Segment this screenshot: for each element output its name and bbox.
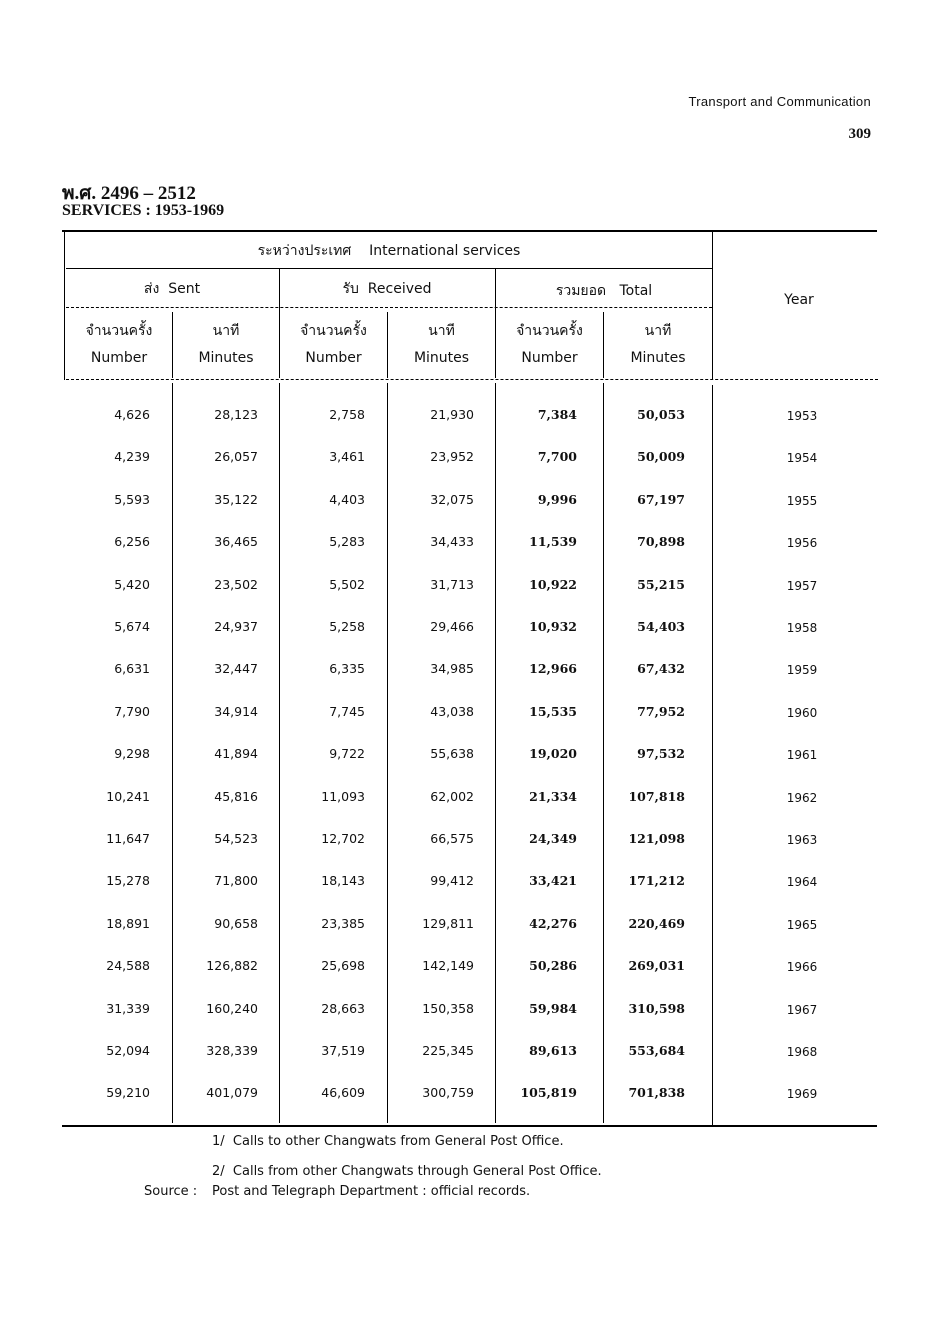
cell-total-number: 7,700 xyxy=(537,449,577,465)
cell-year: 1966 xyxy=(786,960,818,975)
cell-sent-minutes: 71,800 xyxy=(214,873,258,889)
cell-total-number: 24,349 xyxy=(529,831,577,846)
cell-sent-minutes: 160,240 xyxy=(206,1000,258,1016)
cell-received-minutes: 34,433 xyxy=(430,534,474,550)
cell-sent-number: 18,891 xyxy=(106,915,150,931)
cell-sent-number: 9,298 xyxy=(114,746,150,762)
subheader-received: รับ Received xyxy=(342,281,432,297)
column-label-thai: นาที xyxy=(212,323,240,339)
cell-received-number: 2,758 xyxy=(329,407,365,422)
cell-total-minutes: 553,684 xyxy=(628,1043,685,1058)
cell-received-number: 23,385 xyxy=(321,915,365,931)
cell-year: 1961 xyxy=(786,748,818,763)
cell-sent-minutes: 90,658 xyxy=(214,915,258,931)
cell-year: 1965 xyxy=(786,917,818,932)
cell-sent-number: 7,790 xyxy=(114,703,150,719)
cell-received-number: 11,093 xyxy=(321,788,365,804)
column-label-thai: นาที xyxy=(428,323,455,339)
cell-year: 1958 xyxy=(786,621,818,635)
cell-year: 1968 xyxy=(786,1045,818,1059)
cell-received-minutes: 150,358 xyxy=(422,1000,474,1016)
cell-year: 1969 xyxy=(786,1087,818,1102)
cell-received-minutes: 34,985 xyxy=(430,661,474,677)
source-text: Post and Telegraph Department : official records. xyxy=(212,1184,531,1199)
cell-sent-minutes: 328,339 xyxy=(206,1043,258,1058)
subheader-divider-2 xyxy=(495,269,496,307)
cell-received-number: 4,403 xyxy=(329,491,365,507)
cell-received-number: 37,519 xyxy=(321,1043,365,1058)
cell-year: 1967 xyxy=(786,1002,818,1017)
cell-sent-number: 24,588 xyxy=(106,958,150,974)
cell-total-minutes: 310,598 xyxy=(628,1000,685,1016)
cell-total-number: 9,996 xyxy=(537,491,577,507)
column-label-thai: จำนวนครั้ง xyxy=(85,323,153,339)
cell-sent-number: 4,626 xyxy=(114,407,150,422)
cell-total-minutes: 67,197 xyxy=(637,491,685,507)
cell-received-number: 25,698 xyxy=(321,958,365,974)
cell-year: 1956 xyxy=(786,536,818,551)
cell-total-minutes: 55,215 xyxy=(637,576,685,592)
cell-total-minutes: 220,469 xyxy=(628,915,685,931)
cell-total-number: 89,613 xyxy=(529,1043,577,1058)
table-bottom-rule xyxy=(62,1125,877,1127)
cell-received-number: 5,258 xyxy=(329,619,365,634)
cell-total-number: 50,286 xyxy=(529,958,577,974)
cell-received-minutes: 43,038 xyxy=(430,703,474,719)
cell-sent-number: 5,674 xyxy=(114,619,150,634)
group-header-international: ระหว่างประเทศ International services xyxy=(257,243,521,259)
cell-received-number: 18,143 xyxy=(321,873,365,889)
cell-received-minutes: 300,759 xyxy=(422,1085,474,1101)
cell-sent-number: 15,278 xyxy=(106,873,150,889)
subheader-sent: ส่ง Sent xyxy=(143,281,201,297)
cell-year: 1963 xyxy=(786,833,818,847)
cell-year: 1964 xyxy=(786,875,818,890)
column-label-english: Number xyxy=(305,350,362,366)
running-title: Transport and Communication xyxy=(688,94,871,109)
cell-sent-number: 5,420 xyxy=(114,576,150,592)
cell-sent-number: 10,241 xyxy=(106,788,150,804)
cell-total-minutes: 50,009 xyxy=(637,449,685,465)
cell-received-number: 5,502 xyxy=(329,576,365,592)
cell-total-number: 42,276 xyxy=(529,915,577,931)
cell-received-minutes: 31,713 xyxy=(430,576,474,592)
cell-total-minutes: 107,818 xyxy=(628,788,685,804)
cell-total-number: 10,932 xyxy=(529,619,577,634)
cell-sent-minutes: 54,523 xyxy=(214,831,258,846)
cell-sent-minutes: 32,447 xyxy=(214,661,258,677)
footnote-1: 1/ Calls to other Changwats from General Post Office. xyxy=(212,1134,564,1149)
header-col-rule-3 xyxy=(387,312,388,378)
cell-total-minutes: 171,212 xyxy=(628,873,685,889)
header-col-rule-5 xyxy=(603,312,604,378)
cell-year: 1957 xyxy=(786,578,818,593)
cell-total-number: 11,539 xyxy=(529,534,577,550)
cell-sent-minutes: 34,914 xyxy=(214,703,258,719)
cell-total-minutes: 121,098 xyxy=(628,831,685,846)
cell-received-number: 7,745 xyxy=(329,703,365,719)
column-label-english: Minutes xyxy=(413,350,470,366)
cell-total-minutes: 97,532 xyxy=(637,746,685,762)
cell-sent-minutes: 41,894 xyxy=(214,746,258,762)
subheader-total: รวมยอด Total xyxy=(555,283,653,299)
cell-year: 1962 xyxy=(786,790,818,805)
column-label-thai: นาที xyxy=(644,323,672,339)
cell-total-minutes: 67,432 xyxy=(637,661,685,677)
column-label-thai: จำนวนครั้ง xyxy=(300,323,367,339)
cell-total-number: 7,384 xyxy=(537,407,577,422)
cell-received-number: 3,461 xyxy=(329,449,365,465)
cell-total-minutes: 269,031 xyxy=(628,958,685,974)
cell-total-number: 19,020 xyxy=(529,746,577,762)
column-label-english: Minutes xyxy=(198,350,254,366)
column-label-english: Number xyxy=(90,350,148,366)
cell-year: 1954 xyxy=(786,451,818,466)
cell-total-number: 105,819 xyxy=(520,1085,577,1101)
cell-received-minutes: 225,345 xyxy=(422,1043,474,1058)
cell-received-number: 6,335 xyxy=(329,661,365,677)
cell-sent-number: 5,593 xyxy=(114,491,150,507)
cell-total-number: 59,984 xyxy=(529,1000,577,1016)
cell-year: 1959 xyxy=(786,663,818,678)
cell-total-minutes: 77,952 xyxy=(637,703,685,719)
cell-total-number: 21,334 xyxy=(529,788,577,804)
cell-received-number: 12,702 xyxy=(321,831,365,846)
cell-received-minutes: 32,075 xyxy=(430,491,474,507)
cell-received-number: 9,722 xyxy=(329,746,365,762)
table-top-rule xyxy=(62,230,877,232)
cell-total-number: 15,535 xyxy=(529,703,577,719)
cell-received-minutes: 21,930 xyxy=(430,407,474,422)
cell-received-minutes: 142,149 xyxy=(422,958,474,974)
cell-total-number: 12,966 xyxy=(529,661,577,677)
cell-sent-minutes: 23,502 xyxy=(214,576,258,592)
page-number: 309 xyxy=(848,126,871,142)
cell-sent-number: 6,256 xyxy=(114,534,150,550)
cell-sent-minutes: 35,122 xyxy=(214,491,258,507)
subheader-rule xyxy=(66,307,712,308)
cell-received-minutes: 66,575 xyxy=(430,831,474,846)
cell-sent-number: 52,094 xyxy=(106,1043,150,1058)
table-title-thai: พ.ศ. 2496 – 2512 xyxy=(62,183,196,204)
cell-sent-minutes: 28,123 xyxy=(214,407,258,422)
cell-sent-number: 59,210 xyxy=(106,1085,150,1101)
cell-received-minutes: 23,952 xyxy=(430,449,474,465)
footnote-2: 2/ Calls from other Changwats through General Post Office. xyxy=(212,1164,602,1179)
cell-total-number: 33,421 xyxy=(529,873,577,889)
cell-received-number: 5,283 xyxy=(329,534,365,550)
cell-sent-minutes: 45,816 xyxy=(214,788,258,804)
group-header-rule xyxy=(66,268,712,269)
cell-sent-number: 4,239 xyxy=(114,449,150,465)
cell-received-minutes: 29,466 xyxy=(430,619,474,634)
cell-total-number: 10,922 xyxy=(529,576,577,592)
cell-total-minutes: 50,053 xyxy=(637,407,685,422)
cell-received-minutes: 55,638 xyxy=(430,746,474,762)
cell-sent-minutes: 36,465 xyxy=(214,534,258,550)
cell-received-minutes: 129,811 xyxy=(422,915,474,931)
cell-sent-minutes: 126,882 xyxy=(206,958,258,974)
cell-received-minutes: 62,002 xyxy=(430,788,474,804)
column-label-english: Minutes xyxy=(630,350,686,366)
cell-total-minutes: 701,838 xyxy=(628,1085,685,1101)
cell-received-number: 28,663 xyxy=(321,1000,365,1016)
header-col-rule-2 xyxy=(279,307,280,378)
year-column-divider xyxy=(712,230,713,380)
header-col-rule-1 xyxy=(172,312,173,378)
cell-sent-number: 11,647 xyxy=(106,831,150,846)
header-col-rule-4 xyxy=(495,307,496,378)
cell-total-minutes: 54,403 xyxy=(637,619,685,634)
cell-sent-minutes: 401,079 xyxy=(206,1085,258,1101)
column-label-thai: จำนวนครั้ง xyxy=(516,323,583,339)
cell-sent-number: 6,631 xyxy=(114,661,150,677)
cell-sent-minutes: 24,937 xyxy=(214,619,258,634)
cell-sent-number: 31,339 xyxy=(106,1000,150,1016)
table-left-border xyxy=(64,230,65,380)
header-bottom-rule xyxy=(66,379,878,380)
cell-received-minutes: 99,412 xyxy=(430,873,474,889)
year-column-divider-lower xyxy=(712,385,713,1125)
table-title-english: SERVICES : 1953-1969 xyxy=(62,202,225,219)
column-label-english: Number xyxy=(521,350,578,366)
cell-year: 1960 xyxy=(786,705,818,720)
cell-sent-minutes: 26,057 xyxy=(214,449,258,465)
cell-total-minutes: 70,898 xyxy=(637,534,685,550)
year-header: Year xyxy=(784,292,814,308)
cell-year: 1955 xyxy=(786,493,818,508)
source-label: Source : xyxy=(144,1184,198,1199)
cell-received-number: 46,609 xyxy=(321,1085,365,1101)
subheader-divider-1 xyxy=(279,269,280,307)
cell-year: 1953 xyxy=(786,409,818,423)
